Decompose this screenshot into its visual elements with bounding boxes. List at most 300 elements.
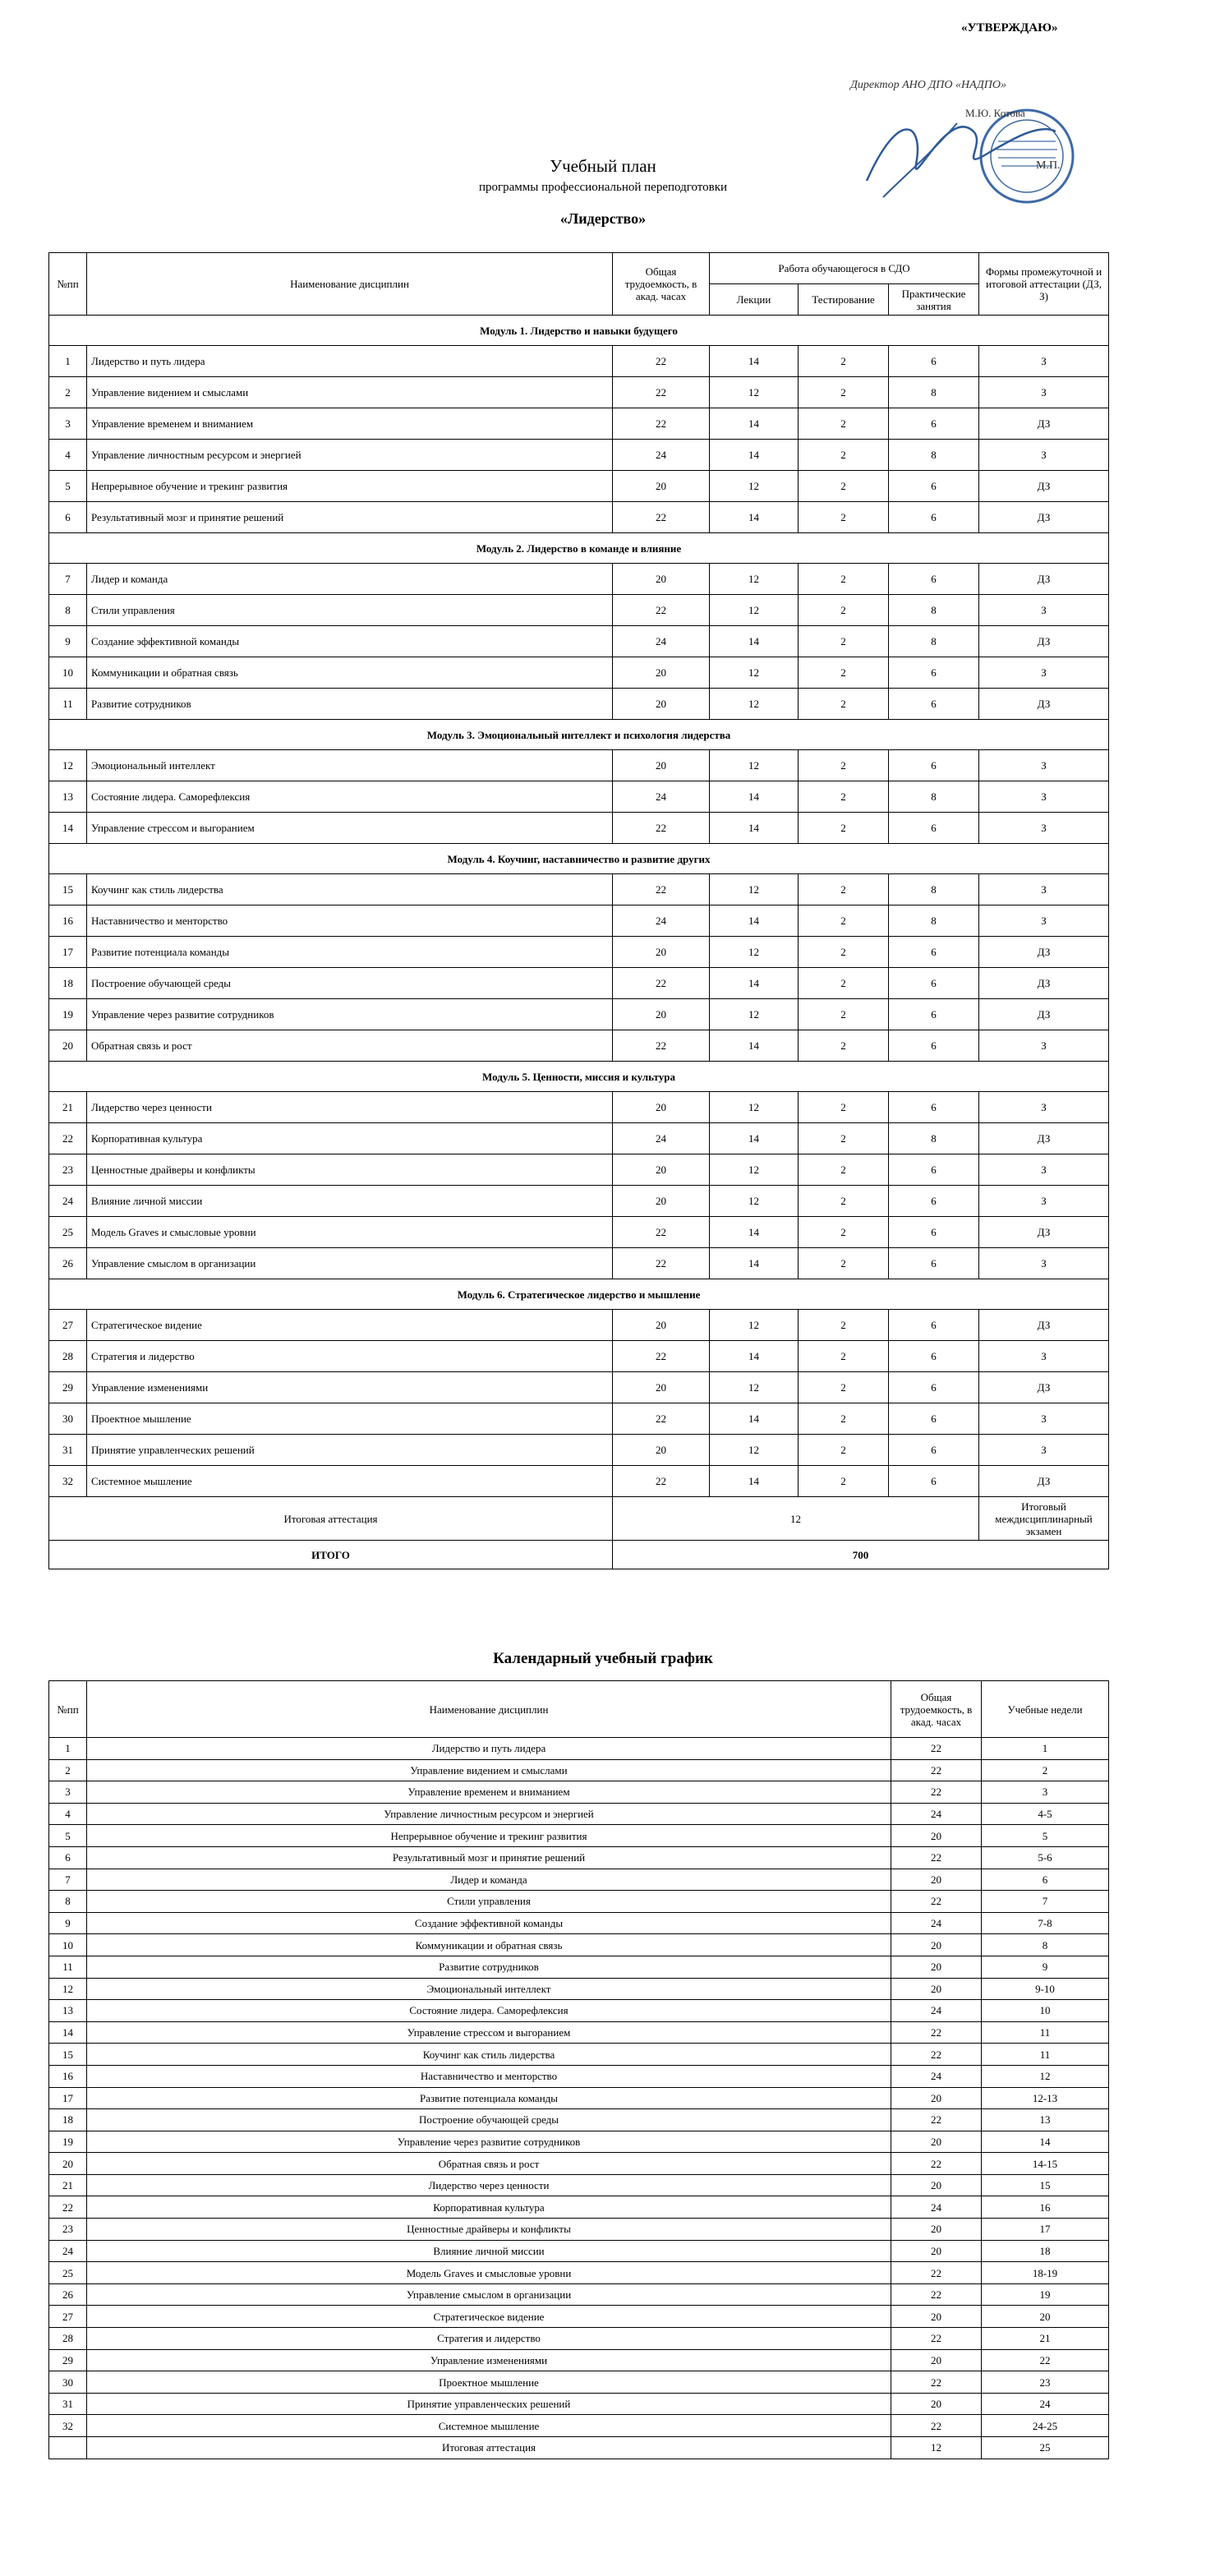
lectures-cell: 14: [710, 1341, 799, 1372]
attestation-form-cell: З: [979, 906, 1109, 937]
discipline-name: Влияние личной миссии: [87, 1186, 613, 1217]
row-number: 7: [49, 564, 87, 595]
practice-cell: 6: [889, 1030, 979, 1062]
row-number: 20: [49, 1030, 87, 1062]
practice-cell: 6: [889, 1341, 979, 1372]
attestation-form-cell: З: [979, 781, 1109, 813]
weeks-cell: 5-6: [982, 1846, 1109, 1869]
schedule-table-body: [49, 1738, 1109, 2459]
lectures-cell: 12: [710, 999, 799, 1030]
practice-cell: 8: [889, 874, 979, 906]
plan-header-testing: Тестирование: [799, 284, 889, 316]
discipline-name: Создание эффективной команды: [87, 1912, 891, 1934]
testing-cell: 2: [799, 408, 889, 440]
attestation-form-cell: ДЗ: [979, 626, 1109, 657]
row-number: 18: [49, 2109, 87, 2131]
attestation-form-cell: ДЗ: [979, 471, 1109, 502]
table-row: [49, 2371, 1109, 2394]
weeks-cell: 21: [982, 2328, 1109, 2350]
practice-cell: 6: [889, 968, 979, 999]
table-row: [49, 874, 1109, 906]
lectures-cell: 14: [710, 906, 799, 937]
total-hours-cell: 22: [891, 2044, 982, 2066]
practice-cell: 6: [889, 657, 979, 689]
table-row: [49, 2328, 1109, 2350]
table-row: [49, 1341, 1109, 1372]
discipline-name: Проектное мышление: [87, 1403, 613, 1435]
table-row: [49, 2000, 1109, 2022]
schedule-header-total: Общая трудоемкость, в акад. часах: [891, 1681, 982, 1738]
table-row: [49, 1310, 1109, 1341]
attestation-form-cell: З: [979, 750, 1109, 781]
total-hours-cell: 22: [613, 813, 710, 844]
weeks-cell: 5: [982, 1825, 1109, 1847]
discipline-name: Коучинг как стиль лидерства: [87, 2044, 891, 2066]
total-hours-cell: 24: [891, 1803, 982, 1825]
discipline-name: Модель Graves и смысловые уровни: [87, 1217, 613, 1248]
total-hours-cell: 22: [613, 874, 710, 906]
lectures-cell: 12: [710, 937, 799, 968]
attestation-form-cell: ДЗ: [979, 1466, 1109, 1497]
testing-cell: 2: [799, 346, 889, 377]
lectures-cell: 14: [710, 408, 799, 440]
attestation-form-cell: ДЗ: [979, 937, 1109, 968]
module-title: Модуль 6. Стратегическое лидерство и мышление: [49, 1279, 1109, 1310]
discipline-name: Ценностные драйверы и конфликты: [87, 1154, 613, 1186]
plan-header-forms: Формы промежуточной и итоговой аттестации (ДЗ, З): [979, 253, 1109, 316]
row-number: 29: [49, 2349, 87, 2371]
practice-cell: 6: [889, 937, 979, 968]
final-attestation-hours: 12: [613, 1497, 979, 1541]
table-row: [49, 1825, 1109, 1847]
total-hours-cell: 20: [613, 937, 710, 968]
weeks-cell: 1: [982, 1738, 1109, 1760]
schedule-title: Календарный учебный график: [493, 1650, 713, 1667]
discipline-name: Стратегическое видение: [87, 2306, 891, 2328]
discipline-name: Стили управления: [87, 595, 613, 626]
curriculum-table-body: [49, 316, 1109, 1497]
discipline-name: Проектное мышление: [87, 2371, 891, 2394]
discipline-name: Лидерство и путь лидера: [87, 346, 613, 377]
testing-cell: 2: [799, 968, 889, 999]
lectures-cell: 12: [710, 1154, 799, 1186]
total-hours-cell: 22: [891, 2021, 982, 2044]
table-row: [49, 2240, 1109, 2262]
weeks-cell: 15: [982, 2174, 1109, 2196]
table-row: [49, 1403, 1109, 1435]
row-number: 10: [49, 1934, 87, 1956]
attestation-form-cell: З: [979, 1403, 1109, 1435]
total-hours-cell: 22: [891, 1891, 982, 1913]
practice-cell: 8: [889, 595, 979, 626]
lectures-cell: 12: [710, 657, 799, 689]
discipline-name: Итоговая аттестация: [87, 2437, 891, 2459]
attestation-form-cell: ДЗ: [979, 1123, 1109, 1154]
practice-cell: 6: [889, 750, 979, 781]
table-row: [49, 2087, 1109, 2109]
testing-cell: 2: [799, 471, 889, 502]
total-hours-cell: 20: [891, 2349, 982, 2371]
discipline-name: Корпоративная культура: [87, 2196, 891, 2219]
table-row: [49, 2109, 1109, 2131]
table-row: [49, 906, 1109, 937]
row-number: 22: [49, 1123, 87, 1154]
weeks-cell: 4-5: [982, 1803, 1109, 1825]
table-row: [49, 750, 1109, 781]
row-number: 5: [49, 471, 87, 502]
lectures-cell: 12: [710, 1310, 799, 1341]
attestation-form-cell: З: [979, 440, 1109, 471]
attestation-form-cell: З: [979, 1030, 1109, 1062]
lectures-cell: 12: [710, 1435, 799, 1466]
row-number: 31: [49, 1435, 87, 1466]
testing-cell: 2: [799, 1466, 889, 1497]
discipline-name: Непрерывное обучение и трекинг развития: [87, 1825, 891, 1847]
table-row: [49, 1217, 1109, 1248]
discipline-name: Управление личностным ресурсом и энергией: [87, 440, 613, 471]
approval-label: «УТВЕРЖДАЮ»: [961, 21, 1058, 35]
row-number: 32: [49, 1466, 87, 1497]
total-hours-cell: 22: [613, 1341, 710, 1372]
practice-cell: 6: [889, 1435, 979, 1466]
practice-cell: 8: [889, 781, 979, 813]
row-number: 31: [49, 2393, 87, 2415]
testing-cell: 2: [799, 1341, 889, 1372]
discipline-name: Коммуникации и обратная связь: [87, 657, 613, 689]
table-row: [49, 689, 1109, 720]
total-hours-cell: 22: [891, 1781, 982, 1804]
total-hours-cell: 22: [613, 346, 710, 377]
practice-cell: 6: [889, 813, 979, 844]
weeks-cell: 17: [982, 2219, 1109, 2241]
attestation-form-cell: З: [979, 1435, 1109, 1466]
discipline-name: Состояние лидера. Саморефлексия: [87, 2000, 891, 2022]
row-number: 6: [49, 1846, 87, 1869]
weeks-cell: 18: [982, 2240, 1109, 2262]
attestation-form-cell: З: [979, 595, 1109, 626]
total-hours-cell: 22: [891, 1738, 982, 1760]
testing-cell: 2: [799, 1217, 889, 1248]
practice-cell: 6: [889, 1154, 979, 1186]
total-hours-cell: 22: [613, 1466, 710, 1497]
discipline-name: Результативный мозг и принятие решений: [87, 1846, 891, 1869]
table-row: [49, 2262, 1109, 2284]
row-number: 9: [49, 1912, 87, 1934]
weeks-cell: 6: [982, 1869, 1109, 1891]
testing-cell: 2: [799, 564, 889, 595]
weeks-cell: 19: [982, 2283, 1109, 2306]
total-hours-cell: 20: [613, 471, 710, 502]
total-hours-cell: 20: [613, 1092, 710, 1123]
module-row: [49, 1062, 1109, 1092]
discipline-name: Системное мышление: [87, 1466, 613, 1497]
row-number: 11: [49, 1956, 87, 1978]
practice-cell: 6: [889, 346, 979, 377]
discipline-name: Управление временем и вниманием: [87, 1781, 891, 1804]
total-label: ИТОГО: [49, 1541, 613, 1569]
table-row: [49, 1891, 1109, 1913]
total-hours-cell: 24: [613, 440, 710, 471]
discipline-name: Стратегия и лидерство: [87, 2328, 891, 2350]
table-row: [49, 2283, 1109, 2306]
weeks-cell: 8: [982, 1934, 1109, 1956]
row-number: 12: [49, 750, 87, 781]
discipline-name: Развитие потенциала команды: [87, 2087, 891, 2109]
discipline-name: Эмоциональный интеллект: [87, 1978, 891, 2000]
total-hours-cell: 20: [613, 689, 710, 720]
attestation-form-cell: З: [979, 657, 1109, 689]
total-hours-cell: 22: [613, 502, 710, 533]
row-number: 13: [49, 2000, 87, 2022]
table-row: [49, 1092, 1109, 1123]
testing-cell: 2: [799, 1403, 889, 1435]
discipline-name: Развитие сотрудников: [87, 689, 613, 720]
attestation-form-cell: З: [979, 1248, 1109, 1279]
practice-cell: 6: [889, 1217, 979, 1248]
row-number: 17: [49, 2087, 87, 2109]
row-number: 1: [49, 1738, 87, 1760]
testing-cell: 2: [799, 906, 889, 937]
discipline-name: Управление стрессом и выгоранием: [87, 813, 613, 844]
testing-cell: 2: [799, 937, 889, 968]
discipline-name: Лидерство и путь лидера: [87, 1738, 891, 1760]
row-number: 3: [49, 1781, 87, 1804]
testing-cell: 2: [799, 595, 889, 626]
total-hours-cell: 20: [891, 2306, 982, 2328]
total-hours-cell: 20: [891, 2219, 982, 2241]
weeks-cell: 2: [982, 1759, 1109, 1781]
row-number: 20: [49, 2153, 87, 2175]
lectures-cell: 14: [710, 440, 799, 471]
practice-cell: 6: [889, 999, 979, 1030]
total-hours-cell: 22: [891, 1759, 982, 1781]
table-row: [49, 999, 1109, 1030]
discipline-name: Ценностные драйверы и конфликты: [87, 2219, 891, 2241]
total-hours-cell: 20: [891, 2393, 982, 2415]
total-hours-cell: 20: [613, 657, 710, 689]
table-row: [49, 346, 1109, 377]
discipline-name: Стратегия и лидерство: [87, 1341, 613, 1372]
table-row: [49, 1956, 1109, 1978]
lectures-cell: 14: [710, 502, 799, 533]
table-row: [49, 377, 1109, 408]
testing-cell: 2: [799, 813, 889, 844]
discipline-name: Стили управления: [87, 1891, 891, 1913]
testing-cell: 2: [799, 1154, 889, 1186]
table-row: [49, 1186, 1109, 1217]
table-row: [49, 1738, 1109, 1760]
testing-cell: 2: [799, 1248, 889, 1279]
plan-title: Учебный план: [550, 156, 656, 176]
schedule-header-name: Наименование дисциплин: [87, 1681, 891, 1738]
row-number: 24: [49, 1186, 87, 1217]
table-row: [49, 1154, 1109, 1186]
discipline-name: Создание эффективной команды: [87, 626, 613, 657]
table-row: [49, 2131, 1109, 2153]
total-hours-cell: 22: [891, 2371, 982, 2394]
table-row: [49, 2044, 1109, 2066]
lectures-cell: 12: [710, 1092, 799, 1123]
total-hours-cell: 20: [891, 1825, 982, 1847]
testing-cell: 2: [799, 502, 889, 533]
module-title: Модуль 1. Лидерство и навыки будущего: [49, 316, 1109, 346]
row-number: 30: [49, 2371, 87, 2394]
practice-cell: 6: [889, 408, 979, 440]
weeks-cell: 18-19: [982, 2262, 1109, 2284]
total-hours-cell: 20: [613, 750, 710, 781]
discipline-name: Развитие сотрудников: [87, 1956, 891, 1978]
discipline-name: Корпоративная культура: [87, 1123, 613, 1154]
lectures-cell: 12: [710, 874, 799, 906]
total-hours-cell: 20: [613, 1310, 710, 1341]
lectures-cell: 14: [710, 1030, 799, 1062]
plan-header-num: №пп: [49, 253, 87, 316]
discipline-name: Построение обучающей среды: [87, 2109, 891, 2131]
total-hours-cell: 20: [891, 1956, 982, 1978]
module-title: Модуль 5. Ценности, миссия и культура: [49, 1062, 1109, 1092]
total-hours-cell: 24: [613, 1123, 710, 1154]
practice-cell: 6: [889, 502, 979, 533]
total-hours-cell: 24: [891, 2196, 982, 2219]
lectures-cell: 14: [710, 968, 799, 999]
table-row: [49, 471, 1109, 502]
total-hours-cell: 20: [891, 2087, 982, 2109]
total-hours-cell: 22: [891, 2262, 982, 2284]
table-row: [49, 937, 1109, 968]
table-row: [49, 1435, 1109, 1466]
testing-cell: 2: [799, 377, 889, 408]
table-row: [49, 968, 1109, 999]
row-number: 13: [49, 781, 87, 813]
row-number: 26: [49, 2283, 87, 2306]
row-number: 5: [49, 1825, 87, 1847]
weeks-cell: 14: [982, 2131, 1109, 2153]
module-row: [49, 720, 1109, 750]
weeks-cell: 11: [982, 2044, 1109, 2066]
attestation-form-cell: ДЗ: [979, 564, 1109, 595]
weeks-cell: 13: [982, 2109, 1109, 2131]
weeks-cell: 24-25: [982, 2415, 1109, 2437]
practice-cell: 6: [889, 471, 979, 502]
row-number: 2: [49, 377, 87, 408]
weeks-cell: 10: [982, 2000, 1109, 2022]
attestation-form-cell: З: [979, 377, 1109, 408]
table-row: [49, 2415, 1109, 2437]
table-row: [49, 564, 1109, 595]
table-row: [49, 2306, 1109, 2328]
discipline-name: Состояние лидера. Саморефлексия: [87, 781, 613, 813]
total-hours-cell: 24: [891, 1912, 982, 1934]
lectures-cell: 14: [710, 781, 799, 813]
plan-header-total: Общая трудоемкость, в акад. часах: [613, 253, 710, 316]
row-number: 3: [49, 408, 87, 440]
module-row: [49, 533, 1109, 564]
testing-cell: 2: [799, 1123, 889, 1154]
total-hours-cell: 20: [613, 1186, 710, 1217]
discipline-name: Управление личностным ресурсом и энергией: [87, 1803, 891, 1825]
attestation-form-cell: ДЗ: [979, 502, 1109, 533]
row-number: 25: [49, 1217, 87, 1248]
lectures-cell: 14: [710, 813, 799, 844]
weeks-cell: 23: [982, 2371, 1109, 2394]
table-row: [49, 502, 1109, 533]
discipline-name: Результативный мозг и принятие решений: [87, 502, 613, 533]
row-number: 22: [49, 2196, 87, 2219]
total-hours-cell: 24: [613, 906, 710, 937]
total-hours-cell: 20: [891, 2174, 982, 2196]
discipline-name: Системное мышление: [87, 2415, 891, 2437]
table-row: [49, 1869, 1109, 1891]
discipline-name: Принятие управленческих решений: [87, 1435, 613, 1466]
weeks-cell: 9-10: [982, 1978, 1109, 2000]
attestation-form-cell: ДЗ: [979, 1372, 1109, 1403]
row-number: 14: [49, 813, 87, 844]
practice-cell: 6: [889, 1466, 979, 1497]
module-row: [49, 316, 1109, 346]
row-number: 11: [49, 689, 87, 720]
lectures-cell: 12: [710, 595, 799, 626]
weeks-cell: 12: [982, 2065, 1109, 2087]
row-number: 12: [49, 1978, 87, 2000]
row-number: 25: [49, 2262, 87, 2284]
row-number: 14: [49, 2021, 87, 2044]
total-hours-cell: 20: [891, 1934, 982, 1956]
lectures-cell: 12: [710, 1372, 799, 1403]
row-number: 16: [49, 906, 87, 937]
practice-cell: 8: [889, 906, 979, 937]
total-hours-cell: 20: [613, 1154, 710, 1186]
plan-header-practice: Практические занятия: [889, 284, 979, 316]
lectures-cell: 12: [710, 1186, 799, 1217]
attestation-form-cell: З: [979, 1186, 1109, 1217]
attestation-form-cell: З: [979, 346, 1109, 377]
testing-cell: 2: [799, 1310, 889, 1341]
attestation-form-cell: ДЗ: [979, 408, 1109, 440]
total-hours-cell: 22: [891, 2283, 982, 2306]
table-row: [49, 1030, 1109, 1062]
table-row: [49, 1372, 1109, 1403]
discipline-name: Управление видением и смыслами: [87, 377, 613, 408]
lectures-cell: 12: [710, 471, 799, 502]
attestation-form-cell: ДЗ: [979, 689, 1109, 720]
discipline-name: Обратная связь и рост: [87, 1030, 613, 1062]
testing-cell: 2: [799, 750, 889, 781]
lectures-cell: 14: [710, 1217, 799, 1248]
row-number: 4: [49, 1803, 87, 1825]
discipline-name: Стратегическое видение: [87, 1310, 613, 1341]
row-number: [49, 2437, 87, 2459]
total-hours-cell: 20: [613, 999, 710, 1030]
table-row: [49, 2065, 1109, 2087]
practice-cell: 6: [889, 1186, 979, 1217]
table-row: [49, 440, 1109, 471]
attestation-form-cell: ДЗ: [979, 999, 1109, 1030]
weeks-cell: 20: [982, 2306, 1109, 2328]
discipline-name: Непрерывное обучение и трекинг развития: [87, 471, 613, 502]
discipline-name: Управление видением и смыслами: [87, 1759, 891, 1781]
row-number: 10: [49, 657, 87, 689]
practice-cell: 8: [889, 377, 979, 408]
table-row: [49, 1912, 1109, 1934]
row-number: 21: [49, 2174, 87, 2196]
weeks-cell: 11: [982, 2021, 1109, 2044]
testing-cell: 2: [799, 657, 889, 689]
row-number: 23: [49, 2219, 87, 2241]
table-row: [49, 626, 1109, 657]
weeks-cell: 7-8: [982, 1912, 1109, 1934]
row-number: 8: [49, 595, 87, 626]
discipline-name: Управление изменениями: [87, 1372, 613, 1403]
